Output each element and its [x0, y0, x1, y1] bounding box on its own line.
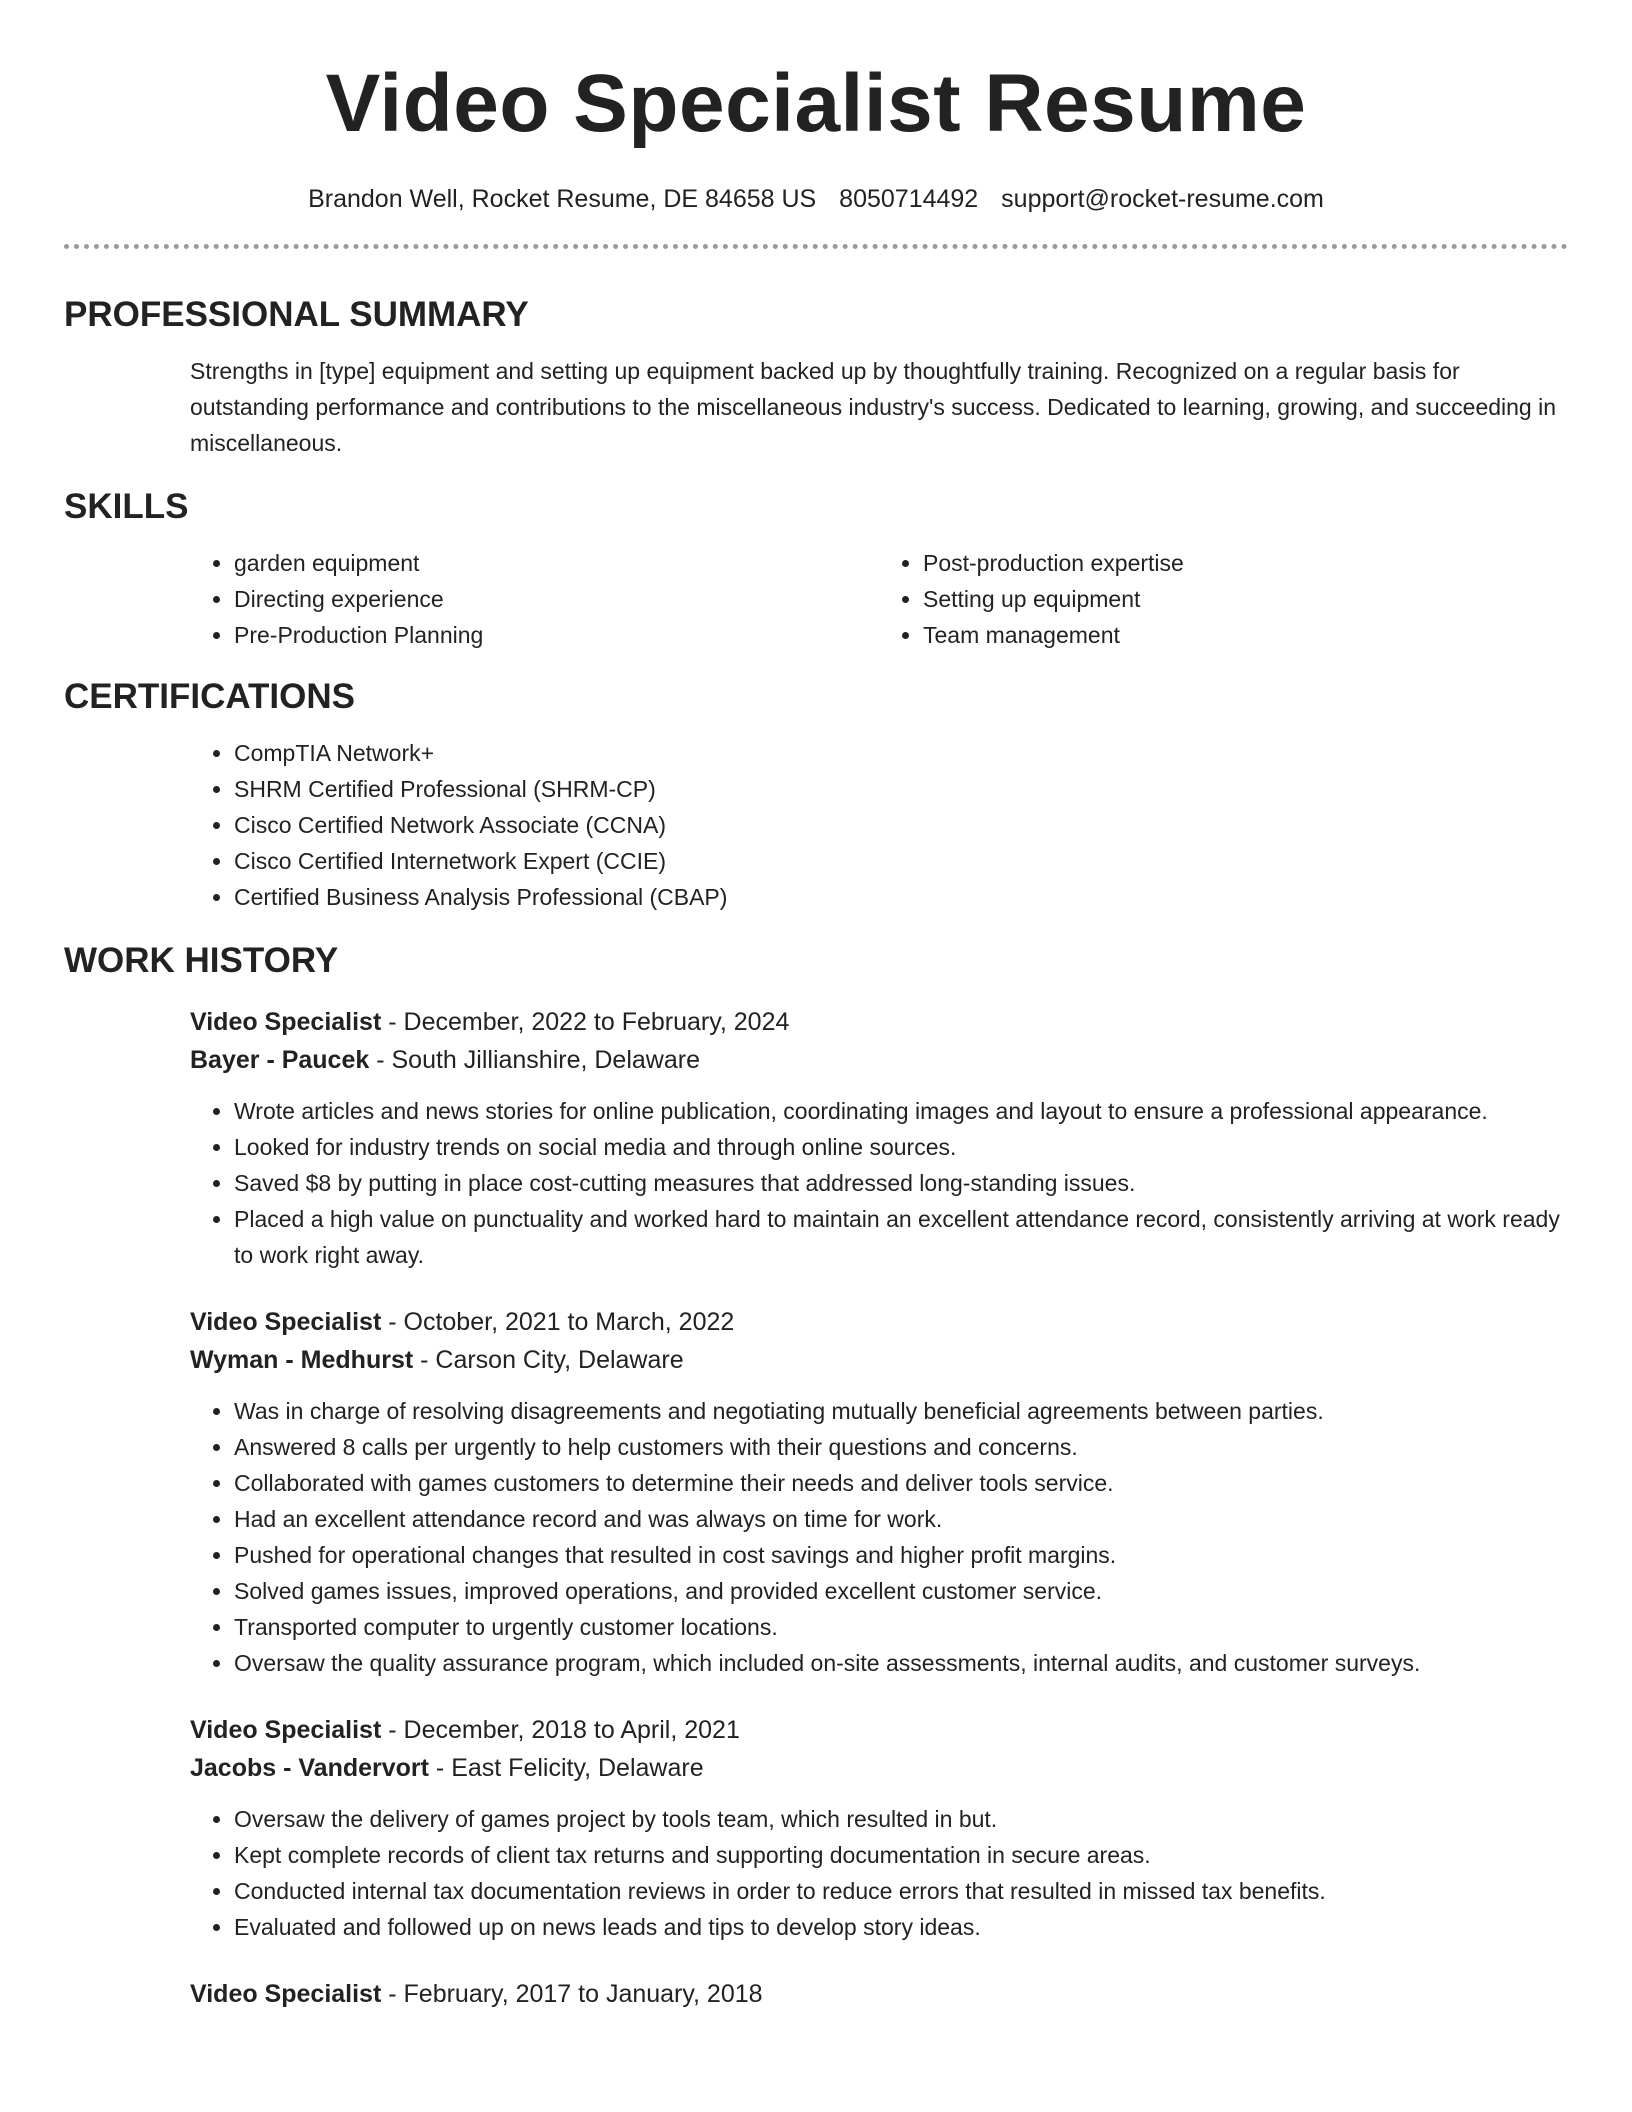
summary-heading: PROFESSIONAL SUMMARY — [64, 295, 529, 334]
job-dates: - December, 2022 to February, 2024 — [381, 1008, 790, 1036]
certification-item: • Cisco Certified Network Associate (CCNA) — [234, 807, 1568, 843]
job-title: Video Specialist — [190, 1008, 382, 1036]
work-history-heading: WORK HISTORY — [64, 941, 339, 980]
job-company-line — [190, 1749, 1568, 1787]
skills-heading: SKILLS — [64, 487, 189, 526]
job-bullet: • Solved games issues, improved operations, and provided excellent customer service. — [234, 1573, 1568, 1609]
job-dates: - February, 2017 to January, 2018 — [381, 1980, 763, 2008]
job-entry — [190, 1711, 1568, 1945]
job-company: Wyman - Medhurst — [190, 1346, 414, 1374]
skill-item: • Pre-Production Planning — [234, 617, 879, 653]
job-title: Video Specialist — [190, 1308, 382, 1336]
job-company: Jacobs - Vandervort — [190, 1754, 429, 1782]
job-bullet: • Saved $8 by putting in place cost-cutting measures that addressed long-standing issues. — [234, 1165, 1568, 1201]
job-bullet: • Conducted internal tax documentation reviews in order to reduce errors that resulted in missed tax benefits. — [234, 1873, 1568, 1909]
job-bullets — [190, 1393, 1568, 1681]
job-company: Bayer - Paucek — [190, 1046, 370, 1074]
job-bullet: • Transported computer to urgently customer locations. — [234, 1609, 1568, 1645]
job-location: - South Jillianshire, Delaware — [369, 1046, 700, 1074]
job-bullet: • Evaluated and followed up on news leads and tips to develop story ideas. — [234, 1909, 1568, 1945]
certifications-heading: CERTIFICATIONS — [64, 677, 356, 716]
certification-item: • SHRM Certified Professional (SHRM-CP) — [234, 771, 1568, 807]
certification-item: • CompTIA Network+ — [234, 735, 1568, 771]
job-title-line — [190, 1003, 1568, 1041]
job-title: Video Specialist — [190, 1716, 382, 1744]
skills-list — [190, 545, 1568, 653]
job-company-line — [190, 1041, 1568, 1079]
job-bullet: • Collaborated with games customers to determine their needs and deliver tools service. — [234, 1465, 1568, 1501]
job-location: - Carson City, Delaware — [413, 1346, 684, 1374]
job-bullets — [190, 1093, 1568, 1273]
page-title: Video Specialist Resume — [325, 58, 1307, 149]
job-entry — [190, 1003, 1568, 1273]
skill-item: • Directing experience — [234, 581, 879, 617]
certification-item: • Cisco Certified Internetwork Expert (CCIE) — [234, 843, 1568, 879]
job-dates: - October, 2021 to March, 2022 — [381, 1308, 735, 1336]
job-bullet: • Looked for industry trends on social media and through online sources. — [234, 1129, 1568, 1165]
job-bullet: • Had an excellent attendance record and was always on time for work. — [234, 1501, 1568, 1537]
job-title-line — [190, 1303, 1568, 1341]
certifications-section — [190, 735, 1568, 915]
skill-item: • Team management — [923, 617, 1568, 653]
job-bullet: • Oversaw the delivery of games project by tools team, which resulted in but. — [234, 1801, 1568, 1837]
job-title-line — [190, 1975, 1568, 2013]
job-bullet: • Wrote articles and news stories for online publication, coordinating images and layout to ensure a professional appearance. — [234, 1093, 1568, 1129]
job-company-line — [190, 1341, 1568, 1379]
certification-item: • Certified Business Analysis Professional (CBAP) — [234, 879, 1568, 915]
contact-line — [64, 182, 1568, 216]
skills-column-right — [879, 545, 1568, 653]
job-bullets — [190, 1801, 1568, 1945]
job-bullet: • Oversaw the quality assurance program, which included on-site assessments, internal audits, and customer surveys. — [234, 1645, 1568, 1681]
job-bullet: • Answered 8 calls per urgently to help customers with their questions and concerns. — [234, 1429, 1568, 1465]
job-dates: - December, 2018 to April, 2021 — [381, 1716, 740, 1744]
job-title: Video Specialist — [190, 1980, 382, 2008]
header-divider — [64, 244, 1568, 249]
skill-item: • Post-production expertise — [923, 545, 1568, 581]
certifications-list — [190, 735, 1568, 915]
summary-text: Strengths in [type] equipment and setting up equipment backed up by thoughtfully training. Recognized on a regular basis for outstanding performance and contributions to the miscellaneous industry's success. Dedicated to learning, growing, and succeeding in miscellaneous. — [190, 358, 1557, 456]
job-title-line — [190, 1711, 1568, 1749]
contact-address: Brandon Well, Rocket Resume, DE 84658 US — [308, 185, 817, 213]
job-bullet: • Pushed for operational changes that resulted in cost savings and higher profit margins. — [234, 1537, 1568, 1573]
job-entry — [190, 1975, 1568, 2013]
contact-phone: 8050714492 — [839, 185, 979, 213]
skills-column-left — [190, 545, 879, 653]
job-bullet: • Kept complete records of client tax returns and supporting documentation in secure areas. — [234, 1837, 1568, 1873]
contact-email: support@rocket-resume.com — [1001, 185, 1324, 213]
summary-section — [190, 353, 1568, 461]
job-entry — [190, 1303, 1568, 1681]
job-bullet: • Was in charge of resolving disagreements and negotiating mutually beneficial agreements between parties. — [234, 1393, 1568, 1429]
skill-item: • Setting up equipment — [923, 581, 1568, 617]
job-bullet: • Placed a high value on punctuality and worked hard to maintain an excellent attendance record, consistently arriving at work ready to work right away. — [234, 1201, 1568, 1273]
job-location: - East Felicity, Delaware — [428, 1754, 704, 1782]
skill-item: • garden equipment — [234, 545, 879, 581]
